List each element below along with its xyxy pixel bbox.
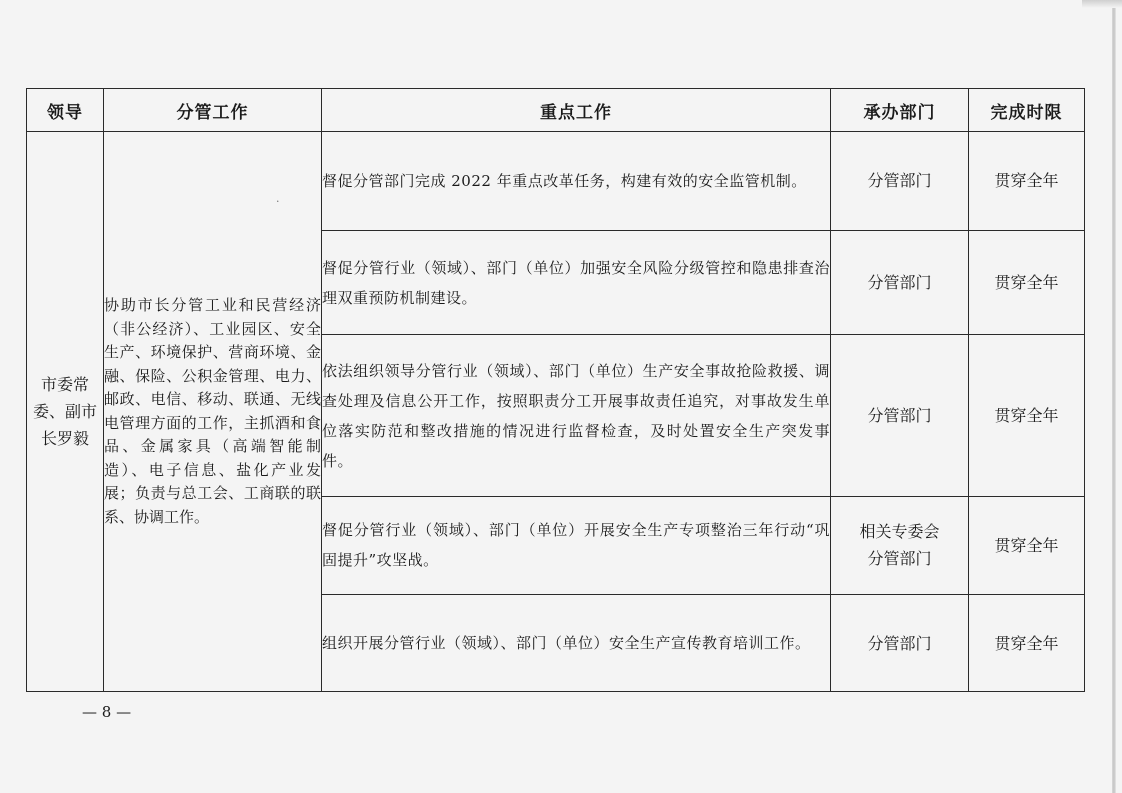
key-work-cell: 督促分管部门完成 2022 年重点改革任务，构建有效的安全监管机制。	[322, 132, 831, 231]
deadline-cell: 贯穿全年	[969, 230, 1085, 335]
deadline-cell: 贯穿全年	[969, 132, 1085, 231]
dept-cell: 分管部门	[831, 132, 969, 231]
key-work-cell: 督促分管行业（领域）、部门（单位）开展安全生产专项整治三年行动“巩固提升”攻坚战。	[322, 496, 831, 595]
header-deadline: 完成时限	[969, 89, 1085, 132]
leader-cell: 市委常委、副市长罗毅	[27, 132, 104, 692]
dept-cell: 分管部门	[831, 335, 969, 496]
key-work-cell: 依法组织领导分管行业（领域）、部门（单位）生产安全事故抢险救援、调查处理及信息公开工作，按照职责分工开展事故责任追究，对事故发生单位落实防范和整改措施的情况进行监督检查，及时处置安全生产突发事件。	[322, 335, 831, 496]
header-leader: 领导	[27, 89, 104, 132]
key-work-cell: 督促分管行业（领域）、部门（单位）加强安全风险分级管控和隐患排查治理双重预防机制建设。	[322, 230, 831, 335]
header-key-work: 重点工作	[322, 89, 831, 132]
table-header-row	[27, 89, 1085, 132]
scope-cell: 协助市长分管工业和民营经济（非公经济）、工业园区、安全生产、环境保护、营商环境、金融、保险、公积金管理、电力、邮政、电信、移动、联通、无线电管理方面的工作，主抓酒和食品、金属家具（高端智能制造）、电子信息、盐化产业发展；负责与总工会、工商联的联系、协调工作。	[104, 132, 322, 692]
deadline-cell: 贯穿全年	[969, 595, 1085, 692]
header-scope: 分管工作	[104, 89, 322, 132]
key-work-cell: 组织开展分管行业（领域）、部门（单位）安全生产宣传教育培训工作。	[322, 595, 831, 692]
table-row	[27, 132, 1085, 231]
dept-cell: 分管部门	[831, 230, 969, 335]
deadline-cell: 贯穿全年	[969, 496, 1085, 595]
deadline-cell: 贯穿全年	[969, 335, 1085, 496]
dept-cell: 分管部门	[831, 595, 969, 692]
scan-speck: ·	[276, 195, 280, 208]
page-corner-shadow	[1082, 0, 1122, 8]
responsibility-table	[26, 88, 1085, 692]
header-dept: 承办部门	[831, 89, 969, 132]
dept-cell: 相关专委会分管部门	[831, 496, 969, 595]
page-number: — 8 —	[82, 703, 132, 721]
page-edge-shadow	[1112, 0, 1116, 793]
